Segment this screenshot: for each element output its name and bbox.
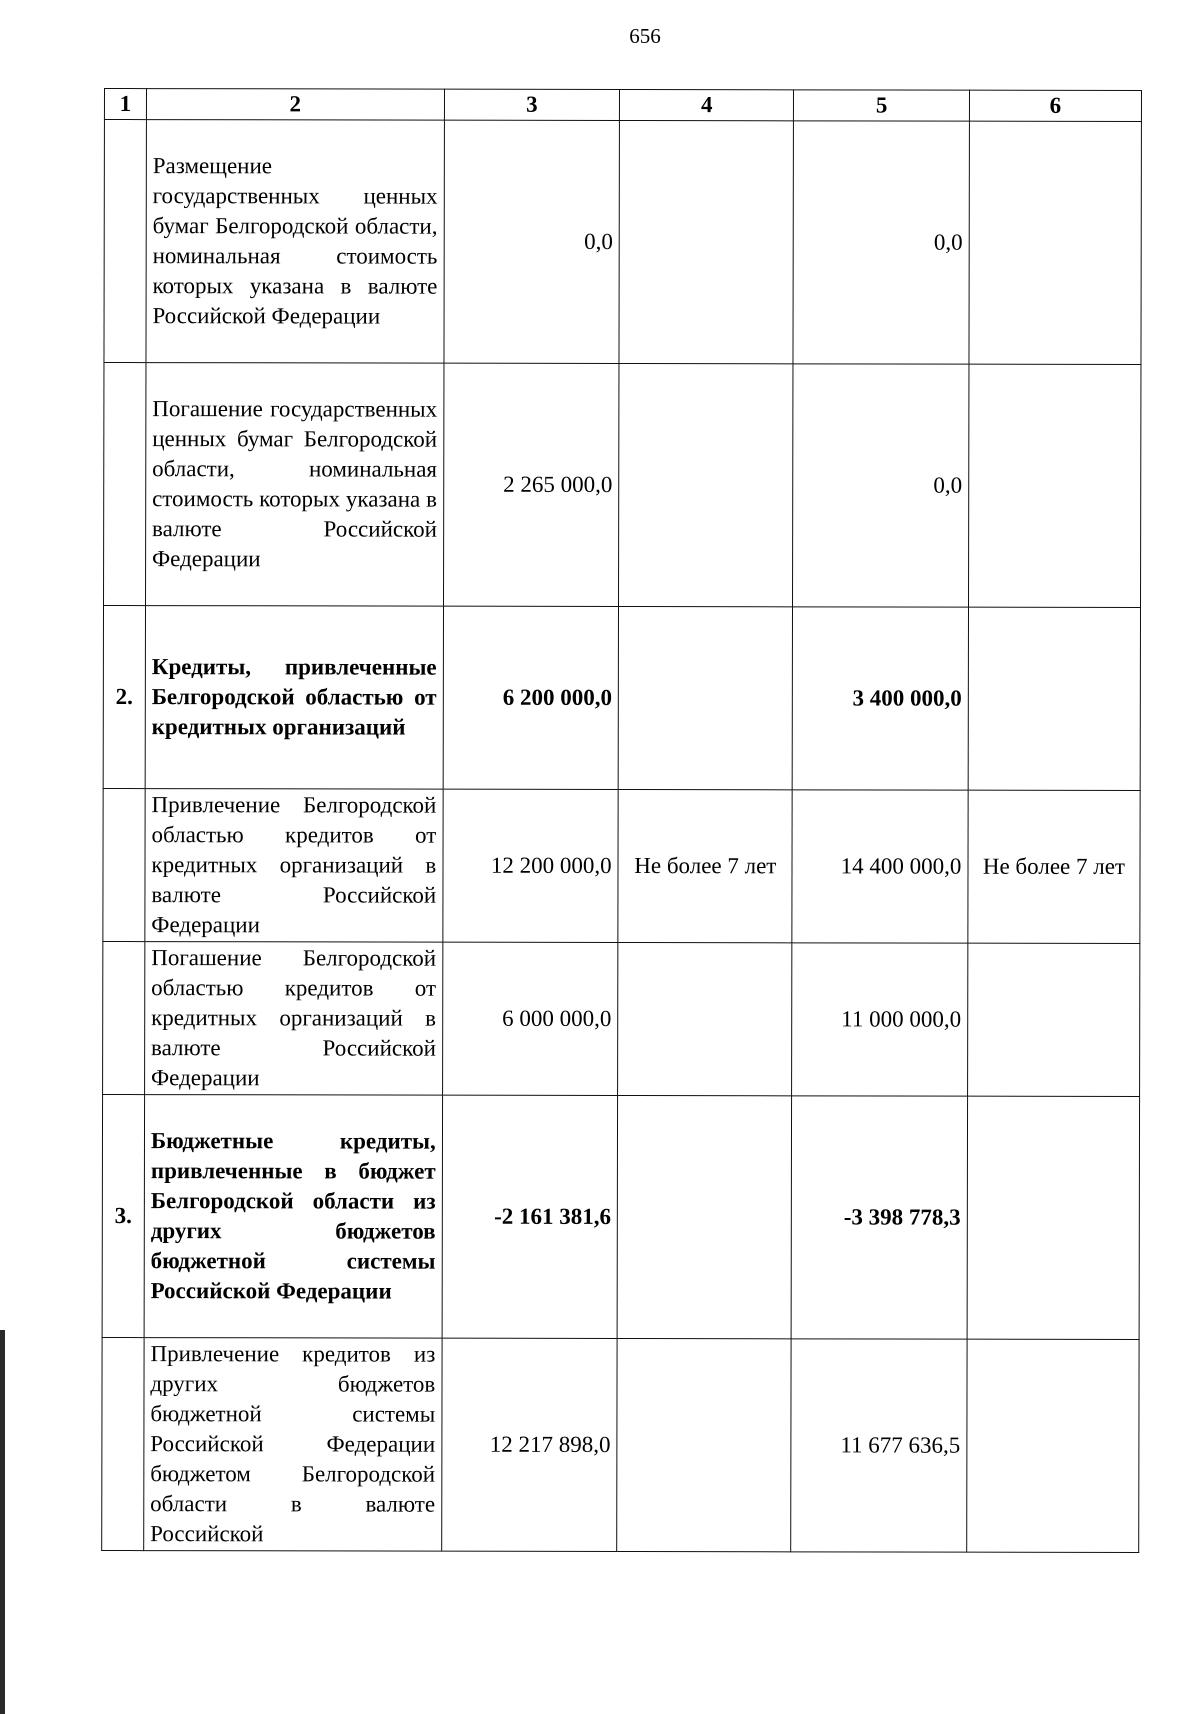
header-col-5: 5 — [794, 90, 969, 121]
header-col-1: 1 — [104, 89, 146, 120]
row-term-col4 — [617, 1338, 792, 1551]
table-row — [102, 1337, 1139, 1552]
row-number — [104, 120, 146, 363]
row-description: Кредиты, привлеченные Белгородской областью от кредитных организаций — [145, 606, 443, 790]
row-value-col5: 14 400 000,0 — [792, 790, 968, 943]
page-number: 656 — [629, 24, 661, 48]
row-value-col3: 6 000 000,0 — [442, 942, 618, 1095]
row-term-col4 — [618, 606, 793, 789]
row-term-col4 — [617, 1095, 792, 1338]
header-row — [104, 89, 1141, 122]
row-description: Погашение Белгородской областью кредитов от кредитных организаций в валюте Российской Федерации — [144, 942, 442, 1096]
row-value-col3: -2 161 381,6 — [442, 1095, 618, 1338]
row-value-col5: 11 677 636,5 — [791, 1339, 967, 1552]
row-value-col5: 0,0 — [793, 121, 969, 364]
row-term-col6 — [967, 1339, 1140, 1552]
row-number — [104, 363, 146, 606]
header-col-3: 3 — [444, 89, 619, 120]
row-term-col6 — [968, 607, 1140, 790]
table-row — [103, 788, 1140, 943]
row-term-col4: Не более 7 лет — [618, 789, 793, 942]
table-row — [104, 363, 1141, 608]
row-term-col6 — [967, 943, 1139, 1096]
header-col-2: 2 — [146, 89, 444, 121]
row-value-col5: 3 400 000,0 — [793, 607, 969, 790]
row-number — [103, 941, 145, 1094]
row-value-col5: -3 398 778,3 — [792, 1096, 968, 1339]
row-description: Привлечение Белгородской областью кредитов от кредитных организаций в валюте Российской Федерации — [145, 789, 443, 943]
row-value-col5: 11 000 000,0 — [792, 943, 968, 1096]
table-row — [102, 1094, 1139, 1339]
row-number — [103, 788, 145, 941]
row-description: Бюджетные кредиты, привлеченные в бюджет Белгородской области из других бюджетов бюджетной системы Российской Федерации — [144, 1095, 442, 1339]
header-col-4: 4 — [620, 89, 794, 120]
row-term-col4 — [619, 363, 794, 606]
row-description: Привлечение кредитов из других бюджетов бюджетной системы Российской Федерации бюджетом Белгородской области в валюте Российской — [144, 1338, 442, 1552]
row-value-col3: 0,0 — [444, 120, 620, 363]
row-value-col3: 12 200 000,0 — [443, 789, 619, 942]
row-number: 3. — [102, 1094, 144, 1337]
scan-edge-mark — [0, 1330, 5, 1714]
row-term-col4 — [618, 942, 793, 1095]
row-value-col3: 12 217 898,0 — [441, 1338, 617, 1551]
row-term-col6: Не более 7 лет — [968, 790, 1140, 943]
row-value-col3: 2 265 000,0 — [443, 363, 619, 606]
row-term-col6 — [968, 364, 1141, 607]
row-number — [102, 1337, 144, 1550]
budget-table — [101, 88, 1142, 1553]
row-description: Размещение государственных ценных бумаг Белгородской области, номинальная стоимость которых указана в валюте Российской Федерации — [146, 120, 444, 364]
header-col-6: 6 — [969, 90, 1141, 121]
table-row — [104, 120, 1141, 365]
row-term-col4 — [619, 120, 794, 363]
row-value-col5: 0,0 — [793, 364, 969, 607]
row-term-col6 — [967, 1096, 1140, 1339]
row-term-col6 — [969, 121, 1142, 364]
table-row — [103, 941, 1140, 1096]
row-value-col3: 6 200 000,0 — [443, 606, 619, 789]
row-description: Погашение государственных ценных бумаг Белгородской области, номинальная стоимость которых указана в валюте Российской Федерации — [145, 363, 443, 607]
table-row — [103, 606, 1140, 791]
row-number: 2. — [103, 606, 145, 789]
